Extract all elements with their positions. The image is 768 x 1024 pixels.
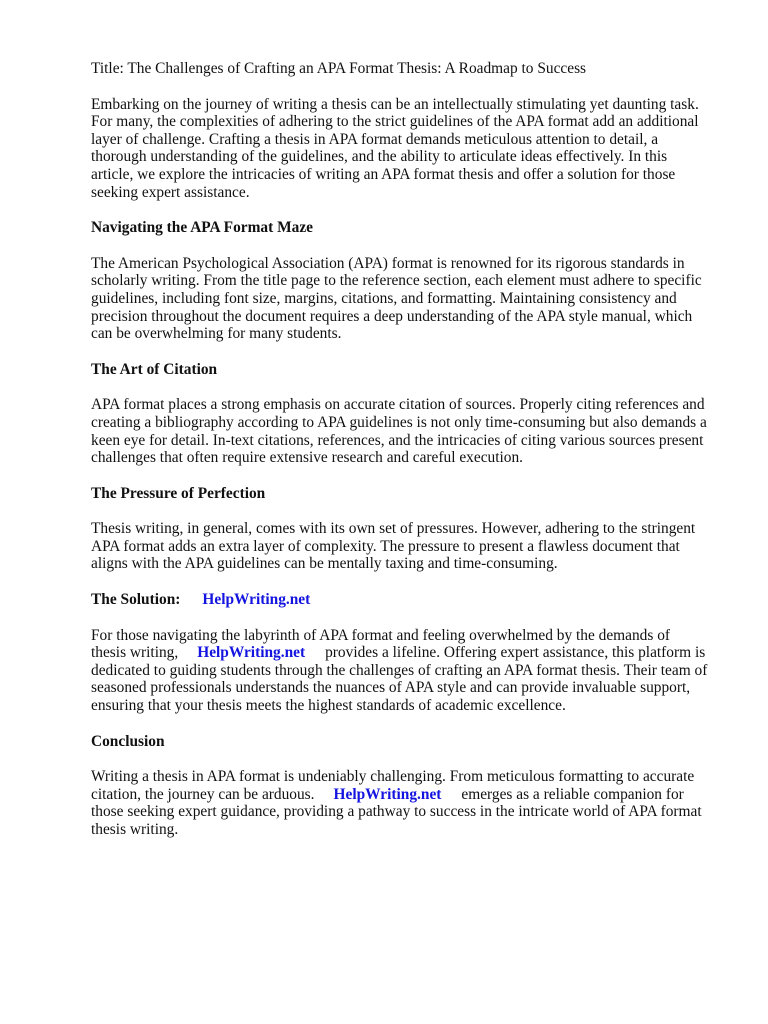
solution-inline-link[interactable]: HelpWriting.net bbox=[197, 644, 306, 662]
section-heading-apa-maze: Navigating the APA Format Maze bbox=[91, 219, 313, 237]
solution-paragraph bbox=[91, 627, 708, 715]
section-heading-citation: The Art of Citation bbox=[91, 360, 218, 378]
section-body-perfection: Thesis writing, in general, comes with its own set of pressures. However, adhering to the stringent APA format adds an extra layer of complexity. The pressure to present a flawless document that aligns with the APA guidelines can be mentally taxing and time-consuming. bbox=[91, 520, 696, 573]
conclusion-inline-link[interactable]: HelpWriting.net bbox=[333, 785, 442, 803]
section-body-apa-maze: The American Psychological Association (APA) format is renowned for its rigorous standards in scholarly writing. From the title page to the reference section, each element must adhere to specific guidelines, including font size, margins, citations, and formatting. Maintaining consistency and precision throughout the document requires a deep understanding of the APA style manual, which can be overwhelming for many students. bbox=[91, 254, 702, 343]
conclusion-text-after: emerges as a reliable companion for those seeking expert guidance, providing a pathway to success in the intricate world of APA format thesis writing. bbox=[91, 785, 702, 838]
solution-text-after: provides a lifeline. Offering expert assistance, this platform is dedicated to guiding students through the challenges of crafting an APA format thesis. Their team of seasoned professionals understands the nuances of APA style and can provide invaluable support, ensuring that your thesis meets the highest standards of academic excellence. bbox=[91, 644, 708, 715]
conclusion-paragraph bbox=[91, 768, 708, 838]
section-heading-perfection: The Pressure of Perfection bbox=[91, 484, 266, 502]
solution-heading-label: The Solution: bbox=[91, 591, 181, 609]
solution-heading-link[interactable]: HelpWriting.net bbox=[202, 591, 311, 609]
solution-text-before: For those navigating the labyrinth of APA format and feeling overwhelmed by the demands of thesis writing, bbox=[91, 626, 671, 662]
document-title: Title: The Challenges of Crafting an APA Format Thesis: A Roadmap to Success bbox=[91, 60, 587, 77]
section-body-citation: APA format places a strong emphasis on accurate citation of sources. Properly citing references and creating a bibliography according to APA guidelines is not only time-consuming but also demands a keen eye for detail. In-text citations, references, and the intricacies of citing various sources present challenges that often require extensive research and careful execution. bbox=[91, 396, 707, 467]
conclusion-heading: Conclusion bbox=[91, 732, 165, 750]
solution-heading bbox=[91, 591, 708, 609]
intro-paragraph: Embarking on the journey of writing a thesis can be an intellectually stimulating yet daunting task. For many, the complexities of adhering to the strict guidelines of the APA format add an additional layer of challenge. Crafting a thesis in APA format demands meticulous attention to detail, a thorough understanding of the guidelines, and the ability to articulate ideas effectively. In this article, we explore the intricacies of writing an APA format thesis and offer a solution for those seeking expert assistance. bbox=[91, 95, 699, 201]
conclusion-text-before: Writing a thesis in APA format is undeniably challenging. From meticulous formatting to accurate citation, the journey can be arduous. bbox=[91, 768, 695, 803]
